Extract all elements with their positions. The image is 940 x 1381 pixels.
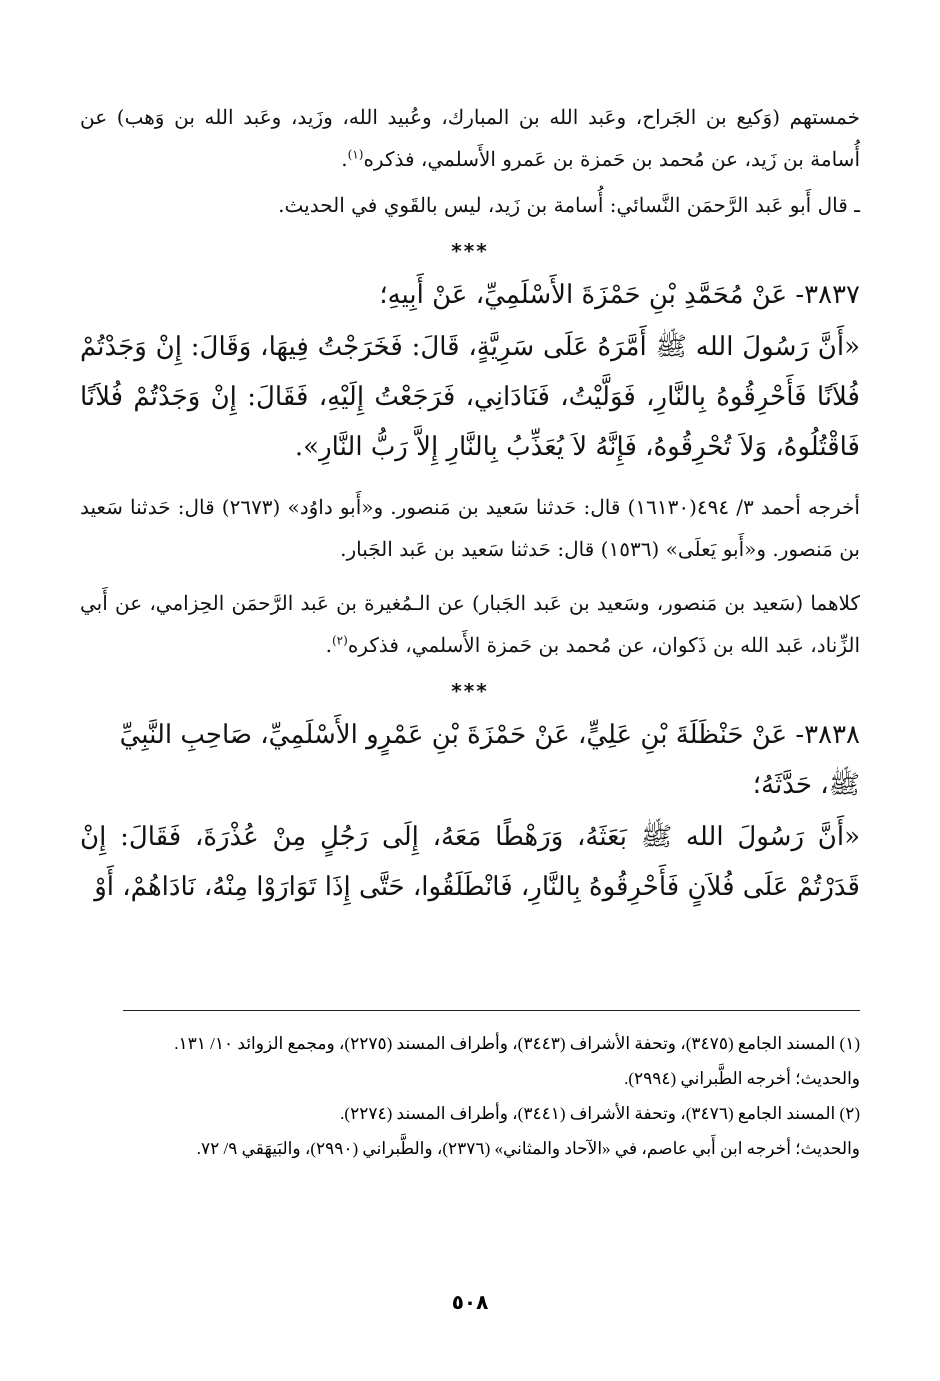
page-number: ٥٠٨	[451, 1290, 489, 1314]
footnote-2: (٢) المسند الجامع (٣٤٧٦)، وتحفة الأشراف (٣٤٤١)، وأطراف المسند (٢٢٧٤).	[340, 1104, 860, 1123]
hadith-3837-text: «أَنَّ رَسُولَ الله ﷺ أَمَّرَهُ عَلَى سَرِيَّةٍ، قَالَ: فَخَرَجْتُ فِيهَا، وَقَالَ: إِنْ وَجَدْتُمْ فُلاَنًا فَأَحْرِقُوهُ بِالنَّارِ، فَوَلَّيْتُ، فَنَادَانِي، فَرَجَعْتُ إِلَيْهِ، فَقَالَ: إِنْ وَجَدْتُمْ فُلاَنًا فَاقْتُلُوهُ، وَلاَ تُحْرِقُوهُ، فَإِنَّهُ لاَ يُعَذِّبُ بِالنَّارِ إِلاَّ رَبُّ النَّارِ».	[80, 332, 860, 462]
section-separator: ***	[451, 239, 489, 263]
footnote-1: (١) المسند الجامع (٣٤٧٥)، وتحفة الأشراف (٣٤٤٣)، وأطراف المسند (٢٢٧٥)، ومجمع الزوائد ١٠/ ١٣١.	[174, 1034, 860, 1053]
hadith-3837-heading: ٣٨٣٧- عَنْ مُحَمَّدِ بْنِ حَمْزَةَ الأَسْلَمِيِّ، عَنْ أَبِيهِ؛	[379, 280, 860, 310]
section-separator: ***	[451, 679, 489, 703]
footnotes	[80, 1026, 860, 1166]
intro-paragraph: خمستهم (وَكيع بن الجَراح، وعَبد الله بن المبارك، وعُبيد الله، وزَيد، وعَبد الله بن وَهب) عن أُسامة بن زَيد، عن مُحمد بن حَمزة بن عَمرو الأَسلمي، فذكره$^{(١)}$.	[80, 105, 860, 171]
footnote-ref-2[interactable]: (٢)	[331, 633, 348, 648]
hadith-3838-text: «أَنَّ رَسُولَ الله ﷺ بَعَثَهُ، وَرَهْطًا مَعَهُ، إِلَى رَجُلٍ مِنْ عُذْرَةَ، فَقَالَ: إِنْ قَدَرْتُمْ عَلَى فُلاَنٍ فَأَحْرِقُوهُ بِالنَّارِ، فَانْطَلَقُوا، حَتَّى إِذَا تَوَارَوْا مِنْهُ، نَادَاهُمْ، أَوْ	[80, 822, 860, 902]
kilahuma-text: كلاهما (سَعيد بن مَنصور، وسَعيد بن عَبد الجَبار) عن الـمُغيرة بن عَبد الرَّحمَن الحِزامي، عن أَبي الزِّناد، عَبد الله بن ذَكوان، عن مُحمد بن حَمزة الأَسلمي، فذكره	[80, 591, 860, 657]
footnote-2-continuation: والحديث؛ أخرجه ابن أَبي عاصم، في «الآحاد والمثاني» (٢٣٧٦)، والطَّبراني (٢٩٩٠)، والبَيهَقي ٩/ ٧٢.	[196, 1139, 860, 1158]
footnote-ref-1[interactable]: (١)	[347, 147, 364, 162]
kilahuma-paragraph: كلاهما (سَعيد بن مَنصور، وسَعيد بن عَبد الجَبار) عن الـمُغيرة بن عَبد الرَّحمَن الحِزامي، عن أَبي الزِّناد، عَبد الله بن ذَكوان، عن مُحمد بن حَمزة الأَسلمي، فذكره$^{(٢)}$.	[80, 591, 860, 657]
footnote-divider	[123, 1010, 860, 1011]
nasai-note: ـ قال أَبو عَبد الرَّحمَن النَّسائي: أُسامة بن زَيد، ليس بالقَوي في الحديث.	[278, 193, 860, 217]
hadith-3837-takhrij: أخرجه أحمد ٣/ ٤٩٤(١٦١٣٠) قال: حَدثنا سَعيد بن مَنصور. و«أَبو داوُد» (٢٦٧٣) قال: حَدثنا سَعيد بن مَنصور. و«أَبو يَعلَى» (١٥٣٦) قال: حَدثنا سَعيد بن عَبد الجَبار.	[80, 495, 860, 561]
footnote-1-continuation: والحديث؛ أخرجه الطَّبراني (٢٩٩٤).	[624, 1069, 860, 1088]
hadith-3838-heading: ٣٨٣٨- عَنْ حَنْظَلَةَ بْنِ عَلِيٍّ، عَنْ حَمْزَةَ بْنِ عَمْرٍو الأَسْلَمِيِّ، صَاحِبِ النَّبِيِّ ﷺ، حَدَّثَهُ؛	[119, 720, 860, 800]
intro-text: خمستهم (وَكيع بن الجَراح، وعَبد الله بن المبارك، وعُبيد الله، وزَيد، وعَبد الله بن وَهب) عن أُسامة بن زَيد، عن مُحمد بن حَمزة بن عَمرو الأَسلمي، فذكره	[80, 105, 860, 171]
